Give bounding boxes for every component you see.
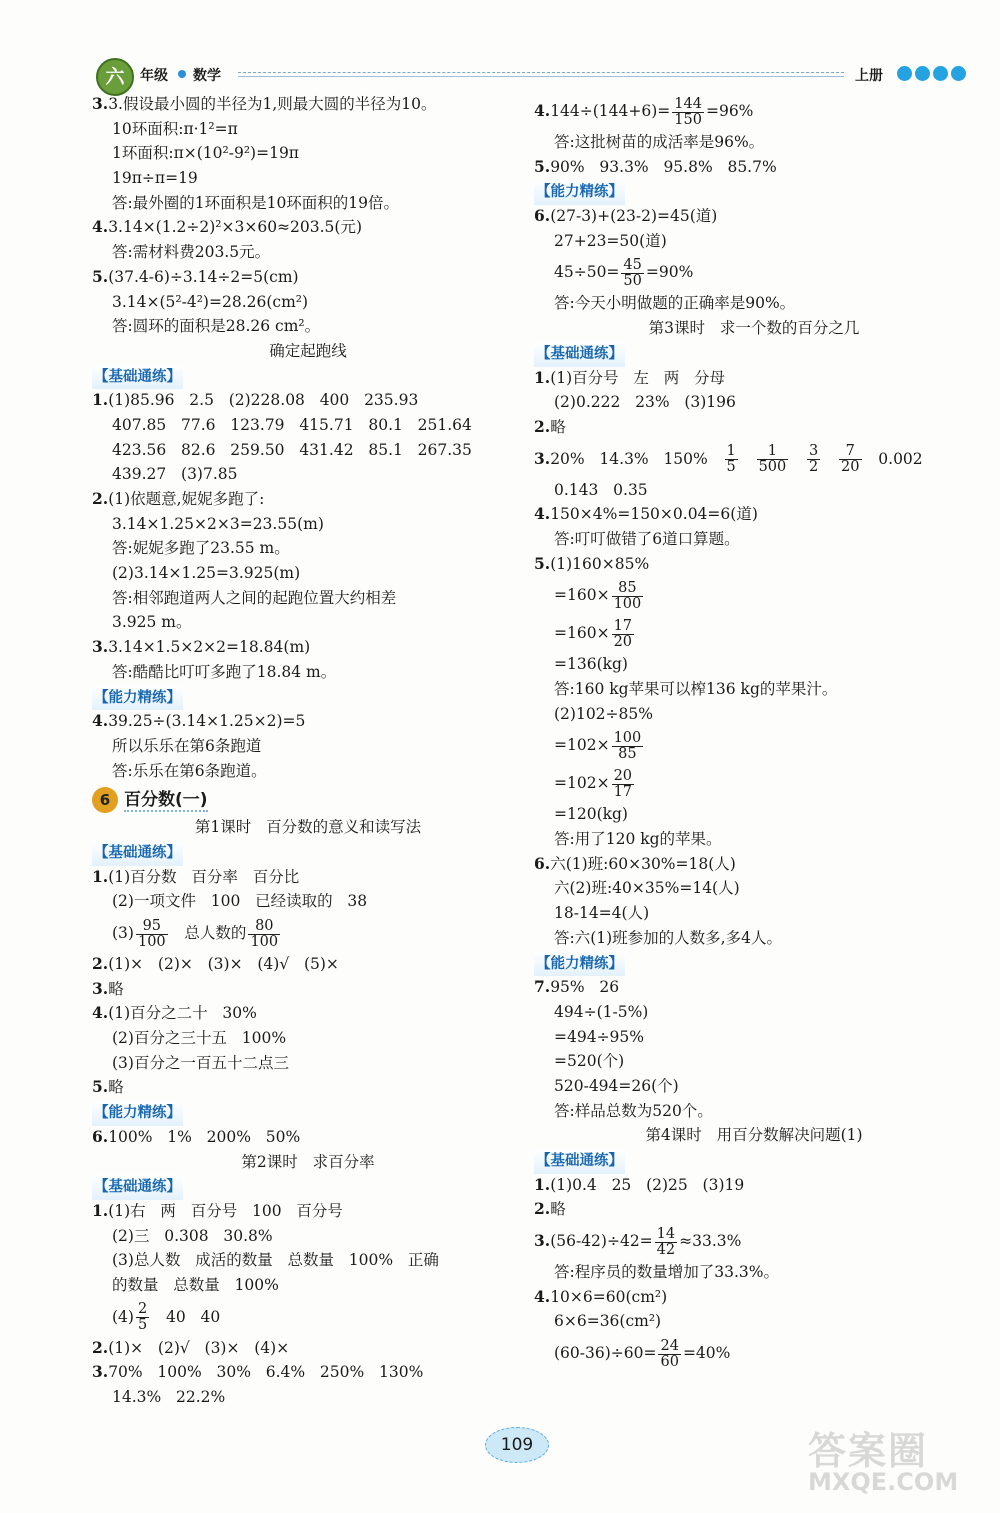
answer-text: (56-42)÷42=: [550, 1232, 653, 1251]
answer-line: [92, 635, 524, 660]
unit-number-badge: 6: [92, 787, 118, 813]
answer-text: (1)百分数 百分率 百分比: [108, 867, 300, 886]
decorative-dots-icon: [897, 66, 966, 81]
answer-line: [92, 388, 524, 413]
answer-line: [534, 1334, 974, 1372]
unit-heading: [92, 783, 524, 815]
answer-line: [534, 1285, 974, 1310]
answer-text: 答:这批树苗的成活率是96%。: [554, 133, 765, 151]
answer-line: [534, 478, 974, 503]
answer-text: (2)102÷85%: [554, 704, 653, 723]
answer-line: [92, 536, 524, 561]
answer-text: =102×: [554, 736, 610, 755]
question-number: 2.: [534, 1199, 551, 1219]
answer-line: [92, 215, 524, 240]
answer-text: 18-14=4(人): [554, 904, 650, 923]
header-divider: [238, 72, 844, 73]
fraction: $\frac{144}{150}$: [674, 95, 702, 128]
question-number: 3.: [92, 94, 109, 113]
answer-line: [534, 415, 974, 440]
answer-line: [92, 1224, 524, 1249]
section-label: 【能力精练】: [534, 952, 625, 977]
answer-line: [534, 576, 974, 614]
question-number: 1.: [534, 367, 551, 387]
question-number: 5.: [92, 1077, 109, 1097]
section-label: 【能力精练】: [92, 1101, 183, 1126]
question-number: 3.: [534, 448, 551, 468]
answer-line: [92, 709, 524, 734]
question-number: 1.: [92, 390, 109, 410]
page-number: 109: [485, 1427, 549, 1463]
answer-text: (60-36)÷60=: [554, 1344, 657, 1363]
answer-line: [92, 610, 524, 635]
answer-line: [92, 240, 524, 265]
answer-line: [92, 734, 524, 759]
fraction: $\frac{3}{2}$: [809, 443, 819, 476]
answer-text: 90% 93.3% 95.8% 85.7%: [550, 157, 777, 176]
answer-text: 3.14×1.25×2×3=23.55(m): [112, 514, 324, 533]
question-number: 2.: [92, 489, 109, 508]
answer-line: [534, 253, 974, 291]
answer-text: =160×: [554, 624, 610, 643]
answer-line: [92, 141, 524, 166]
answer-line: [92, 117, 524, 142]
answer-text: 20% 14.3% 150%: [550, 449, 723, 468]
answer-line: [534, 764, 974, 802]
answer-text: 答:用了120 kg的苹果。: [554, 830, 722, 849]
answer-line: [92, 1001, 524, 1026]
fraction: $\frac{20}{17}$: [613, 767, 633, 800]
answer-text: 3.14×(5²-4²)=28.26(cm²): [112, 292, 309, 311]
answer-line: [534, 229, 974, 254]
answer-line: [534, 1025, 974, 1050]
question-number: 3.: [92, 1362, 109, 1382]
answer-text: 40 40: [151, 1307, 221, 1326]
question-number: 4.: [534, 1286, 551, 1306]
answer-line: [92, 1336, 524, 1361]
section-heading: [92, 1100, 524, 1125]
answer-text: (1)右 两 百分号 100 百分号: [108, 1201, 343, 1220]
section-label: 【能力精练】: [92, 686, 183, 711]
answer-line: [92, 462, 524, 487]
answer-text: 答:圆环的面积是28.26 cm²。: [112, 317, 321, 336]
answer-text: (1)依题意,妮妮多跑了:: [108, 490, 265, 508]
answer-text: =96%: [705, 102, 754, 120]
answer-text: 10×6=60(cm²): [550, 1287, 668, 1306]
answer-line: [534, 652, 974, 677]
answer-text: (1)160×85%: [550, 554, 650, 573]
answer-text: 六(2)班:40×35%=14(人): [554, 879, 740, 898]
answer-line: [534, 677, 974, 702]
answer-line: [92, 914, 524, 952]
fraction: $\frac{45}{50}$: [623, 256, 642, 289]
answer-line: [534, 614, 974, 652]
answer-line: [92, 1298, 524, 1336]
question-number: 7.: [534, 977, 551, 997]
answer-line: [534, 390, 974, 415]
fraction: $\frac{2}{5}$: [137, 1301, 148, 1334]
section-heading: [92, 685, 524, 710]
answer-line: [534, 130, 974, 155]
question-number: 4.: [92, 1003, 109, 1023]
answer-text: (2)三 0.308 30.8%: [112, 1226, 273, 1245]
answer-line: [92, 1360, 524, 1385]
section-heading: [534, 1148, 974, 1173]
question-number: 4.: [534, 504, 551, 524]
answer-line: [534, 1049, 974, 1074]
header-divider: [238, 76, 844, 77]
question-number: 6.: [534, 853, 551, 873]
question-number: 6.: [92, 1126, 109, 1146]
answer-text: 45÷50=: [554, 263, 620, 282]
lesson-title: [534, 316, 974, 341]
fraction: $\frac{24}{60}$: [660, 1337, 679, 1370]
answer-line: [534, 1197, 974, 1222]
answer-line: [92, 191, 524, 216]
answer-line: [92, 561, 524, 586]
question-number: 1.: [92, 1200, 109, 1220]
answer-text: (2)0.222 23% (3)196: [554, 393, 736, 412]
answer-line: [534, 291, 974, 316]
answer-text: 439.27 (3)7.85: [112, 465, 238, 484]
answer-line: [534, 1173, 974, 1198]
question-number: 5.: [534, 156, 551, 176]
answer-line: [534, 1074, 974, 1099]
answer-text: 第2课时 求百分率: [241, 1152, 375, 1171]
answer-text: 的数量 总数量 100%: [112, 1275, 279, 1294]
answer-text: 第1课时 百分数的意义和读写法: [194, 818, 422, 837]
question-number: 5.: [534, 553, 551, 573]
answer-line: [534, 92, 974, 130]
answer-line: [92, 660, 524, 685]
answer-text: 答:最外圈的1环面积是10环面积的19倍。: [112, 193, 400, 212]
answer-line: [92, 1199, 524, 1224]
answer-text: 第3课时 求一个数的百分之几: [648, 319, 860, 338]
answer-line: [92, 865, 524, 890]
answer-line: [534, 502, 974, 527]
answer-line: [92, 1248, 524, 1273]
answer-text: 答:样品总数为520个。: [554, 1101, 713, 1120]
answer-line: [92, 889, 524, 914]
fraction: $\frac{14}{42}$: [656, 1225, 676, 1258]
section-label: 【基础通练】: [92, 1175, 183, 1200]
answer-text: 略: [550, 417, 566, 436]
answer-line: [92, 290, 524, 315]
left-column: [92, 92, 524, 1410]
answer-text: (27-3)+(23-2)=45(道): [550, 207, 718, 226]
answer-line: [92, 1026, 524, 1051]
answer-text: 答:160 kg苹果可以榨136 kg的苹果汁。: [554, 680, 838, 698]
answer-line: [92, 586, 524, 611]
answer-line: [92, 1385, 524, 1410]
answer-line: [92, 314, 524, 339]
answer-text: =120(kg): [554, 805, 628, 824]
answer-text: 略: [108, 979, 124, 998]
question-number: 3.: [92, 637, 109, 657]
answer-text: =494÷95%: [554, 1027, 645, 1046]
answer-text: 3.假设最小圆的半径为1,则最大圆的半径为10。: [108, 95, 437, 113]
answer-line: [92, 759, 524, 784]
answer-text: 494÷(1-5%): [554, 1002, 649, 1021]
fraction: $\frac{1}{500}$: [758, 443, 787, 476]
section-label: 【基础通练】: [534, 1149, 625, 1174]
answer-text: (2)一项文件 100 已经读取的 38: [112, 892, 368, 911]
answer-line: [92, 265, 524, 290]
answer-line: [92, 512, 524, 537]
spacer: [740, 450, 755, 468]
answer-text: 答:六(1)班参加的人数多,多4人。: [554, 928, 782, 947]
answer-text: 19π÷π=19: [112, 169, 198, 188]
answer-line: [92, 92, 524, 117]
lesson-title: [92, 339, 524, 364]
answer-text: 6×6=36(cm²): [554, 1312, 662, 1331]
section-heading: [534, 951, 974, 976]
answer-text: =90%: [645, 263, 694, 282]
answer-text: 150×4%=150×0.04=6(道): [550, 505, 758, 524]
answer-line: [534, 726, 974, 764]
section-heading: [92, 840, 524, 865]
question-number: 4.: [92, 217, 109, 237]
question-number: 6.: [534, 206, 551, 226]
answer-text: ≈33.3%: [679, 1232, 742, 1251]
answer-text: 总人数的: [169, 924, 247, 942]
question-number: 1.: [92, 866, 109, 886]
answer-line: [534, 1000, 974, 1025]
answer-line: [92, 1075, 524, 1100]
answer-line: [534, 901, 974, 926]
answer-text: =136(kg): [554, 655, 628, 674]
answer-text: 95% 26: [550, 978, 620, 997]
answer-text: 407.85 77.6 123.79 415.71 80.1 251.64: [112, 415, 472, 434]
answer-text: 答:今天小明做题的正确率是90%。: [554, 294, 796, 313]
answer-line: [534, 1222, 974, 1260]
answer-line: [534, 155, 974, 180]
answer-text: 答:程序员的数量增加了33.3%。: [554, 1263, 779, 1282]
answer-text: 423.56 82.6 259.50 431.42 85.1 267.35: [112, 440, 472, 459]
answer-text: 3.14×(1.2÷2)²×3×60≈203.5(元): [108, 218, 363, 237]
answer-text: 27+23=50(道): [554, 231, 667, 250]
section-heading: [92, 1174, 524, 1199]
question-number: 5.: [92, 266, 109, 286]
answer-text: 六(1)班:60×30%=18(人): [550, 854, 736, 873]
answer-text: (3)百分之一百五十二点三: [112, 1053, 289, 1072]
answer-text: 520-494=26(个): [554, 1076, 679, 1095]
answer-line: [92, 166, 524, 191]
answer-text: 14.3% 22.2%: [112, 1388, 226, 1406]
answer-text: 第4课时 用百分数解决问题(1): [645, 1126, 863, 1145]
answer-text: (1)百分之二十 30%: [108, 1004, 257, 1023]
answer-text: 10环面积:π·1²=π: [112, 119, 238, 138]
answer-text: =102×: [554, 774, 610, 793]
answer-text: (1)百分号 左 两 分母: [550, 368, 725, 387]
fraction: $\frac{7}{20}$: [841, 443, 860, 476]
section-heading: [92, 364, 524, 389]
fraction: $\frac{80}{100}$: [250, 917, 279, 950]
answer-text: 答:妮妮多跑了23.55 m。: [112, 539, 290, 558]
answer-text: 答:叮叮做错了6道口算题。: [554, 529, 740, 548]
answer-line: [92, 977, 524, 1002]
fraction: $\frac{95}{100}$: [137, 917, 166, 950]
answer-text: 144÷(144+6)=: [550, 102, 671, 120]
dot-icon: [178, 70, 186, 78]
answer-text: 3.14×1.5×2×2=18.84(m): [108, 638, 311, 657]
fraction: $\frac{17}{20}$: [613, 617, 633, 650]
answer-text: (1)0.4 25 (2)25 (3)19: [550, 1175, 745, 1194]
answer-line: [534, 552, 974, 577]
spacer: [822, 450, 837, 468]
answer-text: 答:相邻跑道两人之间的起跑位置大约相差: [112, 588, 397, 607]
grade-badge: 六: [96, 58, 134, 96]
answer-line: [92, 413, 524, 438]
answer-text: 确定起跑线: [269, 341, 347, 360]
answer-line: [534, 527, 974, 552]
unit-title: 百分数(一): [124, 790, 208, 811]
answer-line: [534, 827, 974, 852]
answer-line: [92, 1125, 524, 1150]
answer-text: 39.25÷(3.14×1.25×2)=5: [108, 712, 306, 731]
answer-line: [92, 438, 524, 463]
section-label: 【基础通练】: [92, 841, 183, 866]
answer-text: 0.143 0.35: [554, 480, 648, 499]
answer-text: (4): [112, 1307, 134, 1326]
answer-text: (3)总人数 成活的数量 总数量 100% 正确: [112, 1251, 439, 1270]
grade-label: 年级: [140, 68, 168, 84]
section-label: 【基础通练】: [92, 365, 183, 390]
answer-text: 略: [550, 1200, 566, 1219]
answer-text: (2)3.14×1.25=3.925(m): [112, 564, 301, 583]
answer-line: [534, 926, 974, 951]
answer-text: 所以乐乐在第6条跑道: [112, 736, 262, 755]
volume-label: 上册: [855, 68, 883, 84]
question-number: 1.: [534, 1174, 551, 1194]
answer-text: (2)百分之三十五 100%: [112, 1029, 287, 1048]
lesson-title: [534, 1123, 974, 1148]
answer-text: 1环面积:π×(10²-9²)=19π: [112, 144, 299, 163]
question-number: 4.: [92, 711, 109, 731]
fraction: $\frac{100}{85}$: [613, 729, 642, 762]
question-number: 3.: [92, 978, 109, 998]
answer-text: 100% 1% 200% 50%: [108, 1127, 301, 1146]
lesson-title: [92, 815, 524, 840]
answer-text: =520(个): [554, 1052, 625, 1071]
fraction: $\frac{85}{100}$: [613, 579, 642, 612]
answer-line: [92, 487, 524, 512]
answer-line: [534, 1260, 974, 1285]
section-label: 【能力精练】: [534, 180, 625, 205]
answer-line: [534, 440, 974, 478]
answer-text: (1)85.96 2.5 (2)228.08 400 235.93: [108, 391, 419, 410]
answer-line: [534, 1099, 974, 1124]
answer-line: [534, 802, 974, 827]
page-header: [0, 0, 1000, 96]
lesson-title: [92, 1150, 524, 1175]
answer-line: [534, 876, 974, 901]
answer-text: 略: [108, 1078, 124, 1097]
answer-line: [534, 1309, 974, 1334]
section-heading: [534, 179, 974, 204]
answer-text: 答:酷酷比叮叮多跑了18.84 m。: [112, 662, 337, 681]
answer-text: (37.4-6)÷3.14÷2=5(cm): [108, 267, 299, 286]
answer-line: [534, 852, 974, 877]
answer-line: [534, 975, 974, 1000]
question-number: 4.: [534, 101, 551, 120]
answer-line: [92, 1051, 524, 1076]
answer-text: 答:乐乐在第6条跑道。: [112, 761, 267, 780]
answer-line: [534, 366, 974, 391]
answer-text: 70% 100% 30% 6.4% 250% 130%: [108, 1363, 424, 1382]
answer-text: 答:需材料费203.5元。: [112, 243, 271, 262]
question-number: 2.: [92, 1337, 109, 1357]
question-number: 3.: [534, 1231, 551, 1251]
question-number: 2.: [92, 954, 109, 973]
answer-text: (3): [112, 924, 134, 942]
section-label: 【基础通练】: [534, 342, 625, 367]
answer-text: =160×: [554, 586, 610, 605]
answer-text: (1)× (2)× (3)× (4)√ (5)×: [108, 955, 339, 973]
section-heading: [534, 341, 974, 366]
answer-text: 3.925 m。: [112, 613, 192, 632]
watermark-logo: 答案圈 MXQE.COM: [808, 1429, 959, 1496]
fraction: $\frac{1}{5}$: [726, 443, 736, 476]
answer-line: [534, 702, 974, 727]
answer-line: [92, 952, 524, 977]
answer-line: [534, 204, 974, 229]
subject-label: 数学: [193, 68, 221, 84]
right-column: [534, 92, 974, 1372]
answer-text: (1)× (2)√ (3)× (4)×: [108, 1338, 290, 1357]
spacer: [790, 450, 805, 468]
question-number: 2.: [534, 416, 551, 436]
answer-text: 0.002: [863, 449, 923, 468]
answer-text: =40%: [682, 1344, 731, 1363]
answer-line: [92, 1273, 524, 1298]
